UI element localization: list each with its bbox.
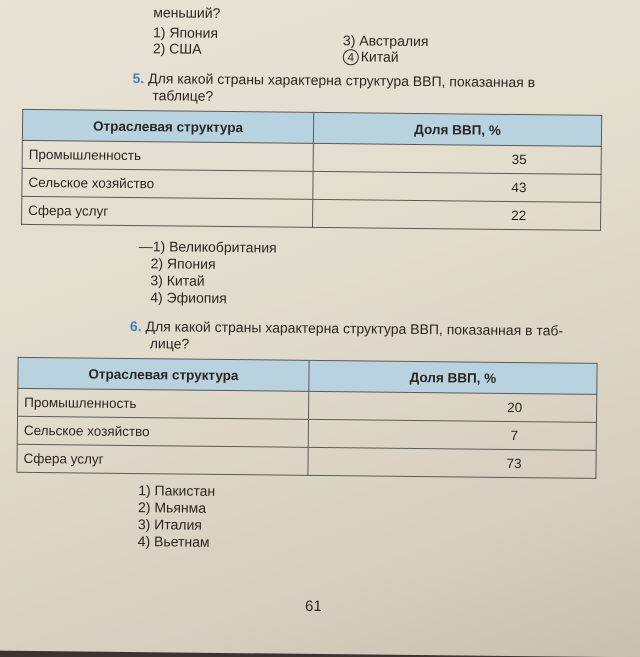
- prev-option-2: 2) США: [152, 40, 202, 57]
- q6-text-2: лице?: [149, 335, 190, 352]
- q5-header-share: Доля ВВП, %: [313, 112, 601, 146]
- q5-sector-cell: Промышленность: [22, 140, 313, 171]
- q6-sector-cell: Промышленность: [18, 388, 309, 419]
- q6-number: 6.: [129, 317, 142, 335]
- q5-table: [21, 109, 602, 231]
- page-number: 61: [304, 597, 322, 616]
- q6-option-1: 1) Пакистан: [138, 482, 216, 499]
- prev-option-1: 1) Япония: [152, 24, 219, 41]
- circled-answer-mark: 4: [343, 49, 359, 65]
- q6-sector-cell: Сфера услуг: [17, 444, 308, 475]
- q5-share-cell: 35: [313, 143, 601, 174]
- q6-sector-cell: Сельское хозяйство: [17, 416, 308, 447]
- table-row: [17, 444, 596, 478]
- prev-question-line: меньший?: [153, 4, 221, 21]
- q5-header-sector: Отраслевая структура: [22, 109, 313, 143]
- q6-share-cell: 73: [308, 447, 596, 478]
- q5-option-3: 3) Китай: [150, 272, 205, 289]
- q6-table: [16, 357, 597, 479]
- q6-option-4: 4) Вьетнам: [137, 533, 210, 550]
- q5-sector-cell: Сфера услуг: [22, 196, 313, 227]
- q5-sector-cell: Сельское хозяйство: [22, 168, 313, 199]
- table-row: [22, 196, 601, 230]
- q6-header-sector: Отраслевая структура: [18, 357, 309, 391]
- q6-line1: [130, 318, 563, 340]
- prev-option-4: [343, 48, 399, 66]
- q5-option-4: 4) Эфиопия: [150, 289, 227, 307]
- prev-option-3: 3) Австралия: [342, 32, 429, 50]
- q6-share-cell: 7: [308, 419, 596, 450]
- q6-share-cell: 20: [309, 391, 597, 422]
- q5-share-cell: 22: [313, 199, 601, 230]
- q6-option-3: 3) Италия: [137, 516, 202, 533]
- q5-option-2: 2) Япония: [150, 255, 216, 272]
- q5-number: 5.: [132, 70, 145, 87]
- q5-text-2: таблице?: [152, 87, 214, 104]
- q5-text-1: Для какой страны характерна структура ВВП, показанная в: [148, 70, 536, 91]
- q5-share-cell: 43: [313, 171, 601, 202]
- q6-header-share: Доля ВВП, %: [309, 360, 597, 394]
- prev-option-4-label: Китай: [360, 48, 399, 65]
- q6-option-2: 2) Мьянма: [137, 499, 207, 516]
- q5-option-1: —1) Великобритания: [138, 238, 277, 256]
- q6-text-1: Для какой страны характерна структура ВВП, показанная в таб-: [145, 318, 564, 339]
